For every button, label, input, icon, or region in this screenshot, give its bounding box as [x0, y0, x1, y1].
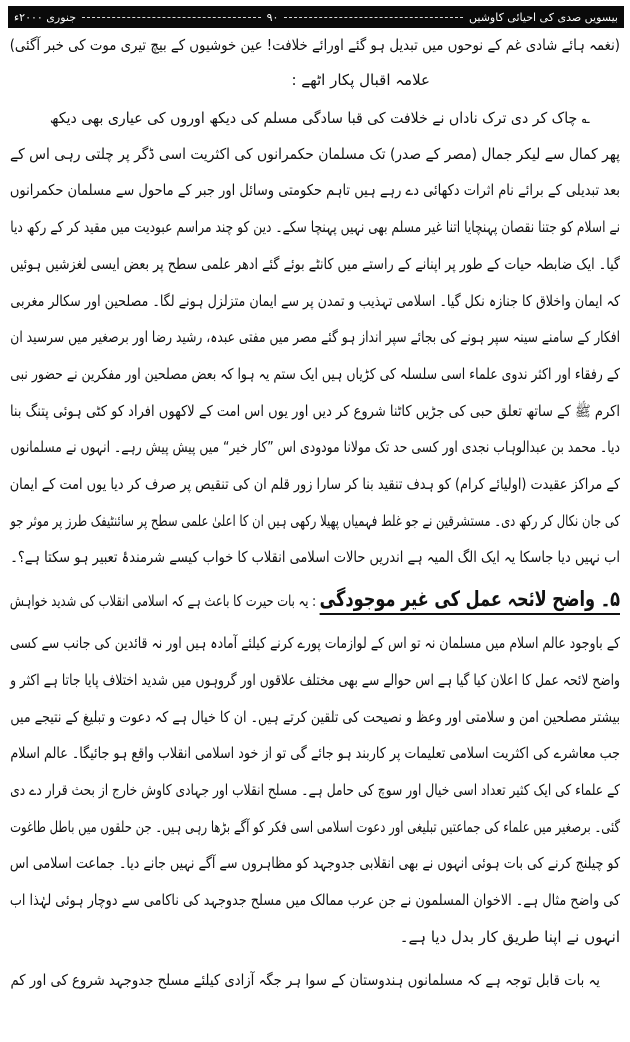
header-title: بیسویں صدی کی احیائی کاوشیں	[469, 10, 618, 24]
text-line: انہوں نے اپنا طریق کار بدل دیا ہے۔	[399, 927, 620, 946]
text-line: کی واضح مثال ہے۔ الاخوان المسلمون نے جن عرب ممالک میں مسلح جدوجہد کی ناکامی سے دوچار ہوئی لہٰذا اب	[9, 891, 620, 910]
text-line: کو چیلنج کرنے کی بات ہوئی انہوں نے بھی انقلابی جدوجہد کو مظاہروں سے آگے نہیں جانے دیا۔ جماعت اسلامی اس	[9, 854, 620, 873]
text-line: افکار کے سامنے سینہ سپر ہونے کی بجائے سپر انداز ہو گئے مصر میں مفتی عبدہ، رشید رضا اور برصغیر میں سرسید ان	[10, 328, 620, 347]
text-line: کے باوجود عالم اسلام میں مسلمان نہ تو اس کے لوازمات پورے کرنے کیلئے آمادہ ہیں اور نہ قائدین کی جانب سے کسی	[10, 634, 620, 653]
text-line: کے رفقاء اور اکثر ندوی علماء اسی سلسلہ کی کڑیاں ہیں ایک ستم یہ ہوا کہ بعض مصلحین اور مفکرین نے حضور نبی	[10, 364, 620, 383]
text-line: جب معاشرے کی اکثریت اسلامی تعلیمات پر کاربند ہو جائے گی تو از خود اسلامی انقلاب واقع ہو جائیگا۔ عالم اسلام	[10, 744, 621, 763]
text-line: کے مراکز عقیدت (اولیائے کرام) کو ہدف تنقید بنا کر سارا زور قلم ان کی تنقیص پر صرف کر دیا یوں امت کے ایمان	[9, 474, 621, 493]
header-page-number: ۹۰	[266, 10, 279, 24]
quote-intro: علامہ اقبال پکار اٹھے :	[291, 71, 430, 90]
section-heading-line	[9, 583, 620, 617]
text-line: کے علماء کی ایک کثیر تعداد اسی خیال اور سوچ کی حامل ہے۔ مسلح انقلاب اور جہادی کاوش خارج از بحث قرار دے دی	[10, 781, 620, 800]
section-heading: ۵۔ واضح لائحہ عمل کی غیر موجودگی	[320, 587, 620, 615]
text-line: کی جان نکال کر رکھ دی۔ مستشرقین نے جو غلط فہمیاں پھیلا رکھی ہیں ان کا اعلیٰ علمی سطح پر سائنٹیفک طرز پر موثر جو	[10, 511, 620, 530]
text-line: بیشتر مصلحین امن و سلامتی اور وعظ و نصیحت کی تلقین کرتے ہیں۔ ان کا خیال ہے کہ دعوت و تبلیغ کے نتیجے میں	[10, 707, 620, 726]
verse: ؎ چاک کر دی ترک ناداں نے خلافت کی قبا سادگی مسلم کی دیکھ اوروں کی عیاری بھی دیکھ	[49, 109, 590, 128]
header-divider	[284, 17, 463, 18]
text-line: واضح لائحہ عمل کا اعلان کیا گیا ہے اس حوالے سے بھی مختلف علاقوں اور گروہوں میں شدید اختلاف پایا جاتا ہے اکثر و	[10, 671, 620, 690]
text-line: گئی۔ برصغیر میں علماء کی جماعتیں تبلیغی اور دعوت اسلامی اسی فکر کو آگے بڑھا رہی ہیں۔ جن حلقوں میں باطل طاغوت	[10, 817, 621, 836]
text-line: (نغمہ ہائے شادی غم کے نوحوں میں تبدیل ہو گئے اورائے خلافت! عین خوشیوں کے بیچ تیری موت کی خبر آگئی)	[9, 36, 621, 54]
header-date: جنوری ۲۰۰۰ء	[13, 10, 77, 24]
text-line: پھر کمال سے لیکر جمال (مصر کے صدر) تک مسلمان حکمرانوں کی اکثریت اسی ڈگر پر چلتی رہی اس کے	[10, 144, 621, 163]
text-line: نے اسلام کو جتنا نقصان پہنچایا اتنا غیر مسلم بھی نہیں پہنچا سکے۔ دین کو چند مراسم عبودیت میں مقید کر کے رکھ دیا	[10, 218, 621, 237]
header-divider	[82, 17, 261, 18]
text-line: اب نہیں دیا جاسکا یہ ایک الگ المیہ ہے اندریں حالات اسلامی انقلاب کا خواب کیسے شرمندۂ تعبیر ہو سکتا ہے؟۔	[10, 548, 620, 567]
text-line: دیا۔ محمد بن عبدالوہاب نجدی اور کسی حد تک مولانا مودودی اس ”کار خیر“ میں پیش پیش رہے۔ انہوں نے مسلمانوں	[10, 438, 620, 457]
text-line: گیا۔ ایک ضابطہ حیات کے طور پر اپنانے کے راستے میں کانٹے بوئے گئے ادھر علمی سطح پر بعض ایسی لغزشیں ہوئیں	[10, 254, 620, 273]
text-line: کہ ایمان واخلاق کا جنازہ نکل گیا۔ اسلامی تہذیب و تمدن پر سے ایمان متزلزل ہونے لگا۔ مصلحین اور سکالر مغربی	[10, 291, 620, 310]
section-heading-text: : یہ بات حیرت کا باعث ہے کہ اسلامی انقلاب کی شدید خواہش	[9, 592, 316, 611]
text-line: بعد تبدیلی کے برائے نام اثرات دکھائی دے رہے ہیں تاہم حکومتی وسائل اور جبر کے ماحول سے مسلمان حکمرانوں	[9, 181, 620, 200]
text-line: اکرم ﷺ کے ساتھ تعلق حبی کی جڑیں کاٹنا شروع کر دیں اور یوں اس امت کے لاکھوں افراد کو کٹی ہوئی پتنگ بنا	[9, 401, 621, 420]
text-line: یہ بات قابل توجہ ہے کہ مسلمانوں ہندوستان کے سوا ہر جگہ آزادی کیلئے مسلح جدوجہد شروع کی اور کم	[10, 970, 601, 989]
running-header	[8, 6, 624, 28]
